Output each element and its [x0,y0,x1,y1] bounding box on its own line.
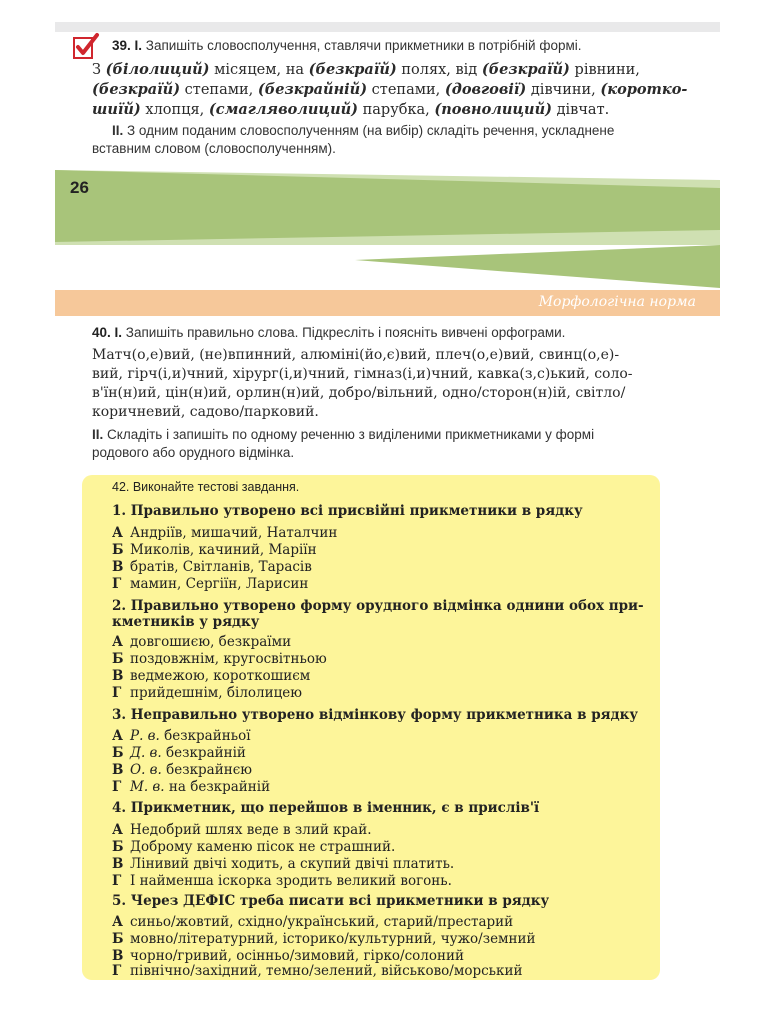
question-3: 3. Неправильно утворено відмінкову форму прикметника в рядку [112,707,639,723]
q4-option-a: А Недобрий шлях веде в злий край. [112,822,372,838]
q1-option-v: В братів, Світланів, Тарасів [112,559,312,575]
q3-option-v: В О. в. безкрайнєю [112,762,253,778]
exercise-39-text [92,60,712,120]
q2-option-v: В ведмежою, короткошиєм [112,668,311,684]
exercise-39-title: 39. І. Запишіть словосполучення, ставлячи прикметники в потрібній формі. [112,38,582,53]
question-2: 2. Правильно утворено форму орудного відмінка однини обох при- [112,598,644,614]
ex40-line-1: Матч(о,е)вий, (не)впинний, алюміні(йо,є)вий, плеч(о,е)вий, свинц(о,е)- [92,347,620,363]
q3-option-a: А Р. в. безкрайньої [112,728,251,744]
exercise-40-title: 40. І. Запишіть правильно слова. Підкресліть і поясніть вивчені орфограми. [92,325,566,340]
q2-option-b: Б поздовжнім, кругосвітньою [112,651,327,667]
ex40-line-3: в'їн(н)ий, цін(н)ий, орлин(н)ий, добро/вільний, одно/сторон(н)ій, світло/ [92,385,626,401]
q5-option-b: Б мовно/літературний, історико/культурний, чужо/земний [112,931,536,947]
exercise-39-part2: II. З одним поданим словосполученням (на вибір) складіть речення, ускладнене вставним словом (словосполученням). [92,123,615,156]
q3-option-b: Б Д. в. безкрайній [112,745,246,761]
top-band [55,22,720,32]
q5-option-v: В чорно/гривий, осінньо/зимовий, гірко/солоний [112,948,464,964]
q1-option-b: Б Миколів, качиний, Маріїн [112,542,317,558]
q1-option-g: Г мамин, Сергіїн, Ларисин [112,576,309,592]
ex39-line-3: шиїй) хлопця, (смагляволиций) парубка, (повнолиций) дівчат. [92,101,610,118]
q5-option-g: Г північно/західний, темно/зелений, військово/морський [112,963,523,979]
ex39-line-2: (безкраїй) степами, (безкрайній) степами, (довговії) дівчини, (коротко- [92,81,688,98]
q1-option-a: А Андріїв, мишачий, Наталчин [112,525,338,541]
q3-option-g: Г М. в. на безкрайній [112,779,271,795]
q2-option-a: А довгошиєю, безкраїми [112,634,292,650]
ex39-line-1: З (білолиций) місяцем, на (безкраїй) полях, від (безкраїй) рівнини, [92,61,640,78]
q4-option-g: Г І найменша іскорка зродить великий вогонь. [112,873,452,889]
page-number: 26 [70,178,89,197]
section-header [55,290,720,316]
q4-option-v: В Лінивий двічі ходить, а скупий двічі платить. [112,856,455,872]
checkmark-icon [72,32,100,60]
ex40-line-4: коричневий, садово/парковий. [92,404,319,420]
exercise-40-text [92,346,712,422]
exercise-40-part2: II. Складіть і запишіть по одному реченню з виділеними прикметниками у формі родового або орудного відмінка. [92,427,595,460]
section-title: Морфологічна норма [538,294,696,310]
ex40-line-2: вий, гірч(і,и)чний, хірург(і,и)чний, гімназ(і,и)чний, кавка(з,с)ький, соло- [92,366,633,382]
q5-option-a: А синьо/жовтий, східно/український, старий/престарий [112,914,514,930]
q4-option-b: Б Доброму каменю пісок не страшний. [112,839,396,855]
exercise-42-header: 42. Виконайте тестові завдання. [112,480,300,494]
question-5: 5. Через ДЕФІС треба писати всі прикметники в рядку [112,893,550,909]
question-4: 4. Прикметник, що перейшов в іменник, є в прислів'ї [112,800,540,816]
q2-option-g: Г прийдешнім, білолицею [112,685,303,701]
question-1: 1. Правильно утворено всі присвійні прикметники в рядку [112,503,583,519]
page-divider [55,170,720,290]
question-2-cont: кметників у рядку [112,614,260,630]
